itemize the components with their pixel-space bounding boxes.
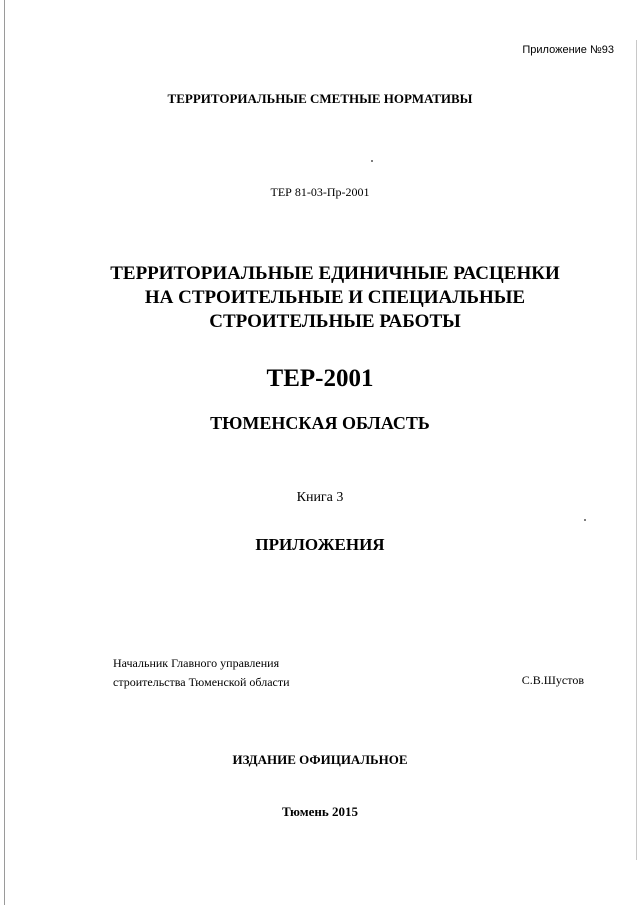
signatory-name: С.В.Шустов <box>521 673 584 687</box>
main-title <box>30 262 640 334</box>
scan-speck <box>584 519 586 521</box>
scan-speck <box>371 160 373 162</box>
appendix-label: Приложение №93 <box>522 44 614 56</box>
signatory-title-line-2: строительства Тюменской области <box>113 675 290 689</box>
document-code: ТЕР 81-03-Пр-2001 <box>270 185 370 199</box>
signatory-title <box>113 654 290 692</box>
place-year: Тюмень 2015 <box>281 804 359 819</box>
main-title-line-3: СТРОИТЕЛЬНЫЕ РАБОТЫ <box>209 311 461 332</box>
section-title: ПРИЛОЖЕНИЯ <box>255 535 385 554</box>
ter-code: ТЕР-2001 <box>266 365 374 392</box>
book-number: Книга 3 <box>296 490 344 505</box>
signatory-title-line-1: Начальник Главного управления <box>113 656 280 670</box>
main-title-line-2: НА СТРОИТЕЛЬНЫЕ И СПЕЦИАЛЬНЫЕ <box>144 287 526 308</box>
main-title-line-1: ТЕРРИТОРИАЛЬНЫЕ ЕДИНИЧНЫЕ РАСЦЕНКИ <box>110 263 560 284</box>
region-title: ТЮМЕНСКАЯ ОБЛАСТЬ <box>210 413 430 433</box>
scan-edge-right <box>636 40 637 860</box>
scan-edge-left <box>4 0 5 905</box>
edition-label: ИЗДАНИЕ ОФИЦИАЛЬНОЕ <box>232 752 408 767</box>
series-title: ТЕРРИТОРИАЛЬНЫЕ СМЕТНЫЕ НОРМАТИВЫ <box>167 91 473 106</box>
